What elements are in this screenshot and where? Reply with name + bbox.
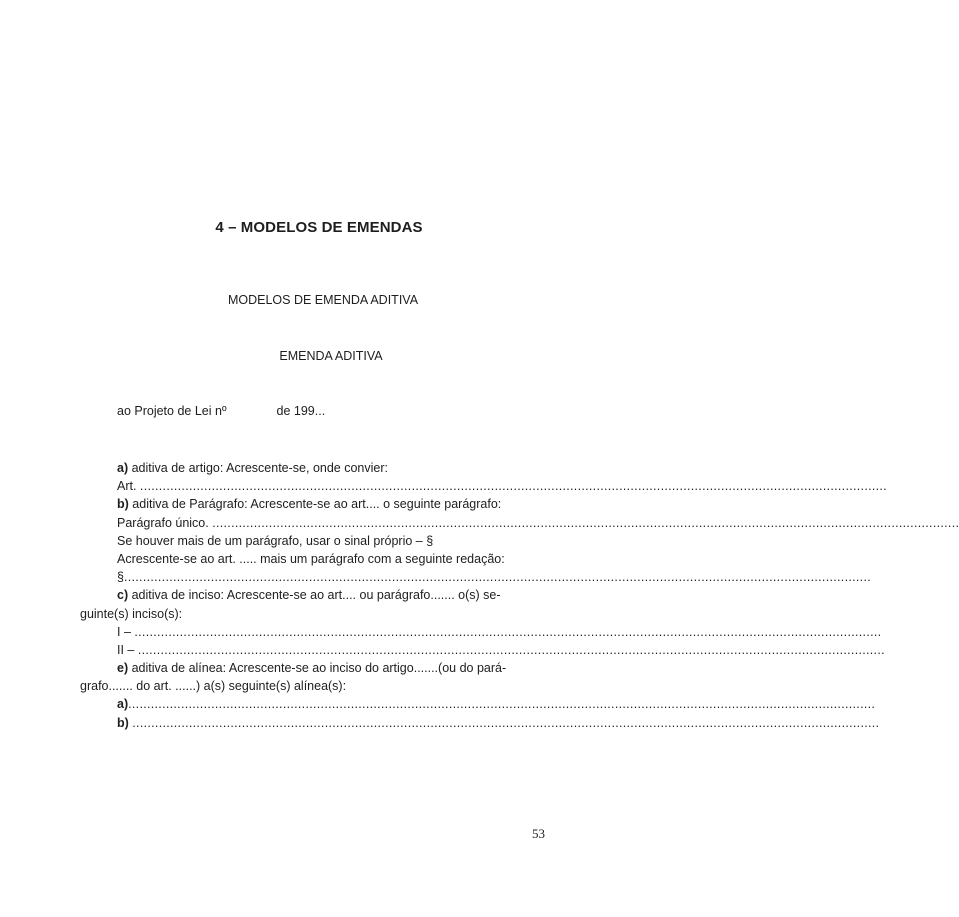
inciso-i-line [80, 623, 882, 641]
fill-dots: ...................................................................................................................................................................................................... [139, 479, 887, 494]
project-line [117, 404, 325, 418]
item-e-continuation: grafo....... do art. ......) a(s) seguinte(s) alínea(s): [80, 679, 347, 694]
inciso-ii-label: II – [117, 642, 138, 657]
fill-dots: ...................................................................................................................................................................................................... [128, 697, 876, 712]
project-prefix: ao Projeto de Lei nº [117, 404, 227, 418]
item-e-text: aditiva de alínea: Acrescente-se ao inciso do artigo.......(ou do pará- [128, 661, 507, 676]
fill-dots: ...................................................................................................................................................................................................... [134, 624, 882, 639]
alinea-b-line [80, 714, 880, 732]
item-c-continuation: guinte(s) inciso(s): [80, 606, 183, 621]
item-a-label: a) [117, 461, 129, 475]
paragraph-sign-line [80, 568, 871, 586]
item-b-line [80, 495, 557, 513]
paragrafo-unico-label: Parágrafo único. [117, 515, 213, 530]
alinea-a-line [80, 695, 876, 713]
paragrafo-unico-line [80, 514, 959, 532]
se-houver-line: Se houver mais de um parágrafo, usar o sinal próprio – § [117, 533, 434, 548]
fill-dots: ...................................................................................................................................................................................................... [123, 570, 871, 585]
item-e-line [80, 659, 557, 677]
fill-dots: ...................................................................................................................................................................................................... [137, 642, 885, 657]
item-b-text: aditiva de Parágrafo: Acrescente-se ao art.... o seguinte parágrafo: [128, 497, 502, 512]
section-subtitle: MODELOS DE EMENDA ADITIVA [227, 293, 419, 307]
page-number: 53 [532, 826, 545, 841]
inciso-i-label: I – [117, 624, 135, 639]
fill-dots: ...................................................................................................................................................................................................... [132, 715, 880, 730]
fill-dots: ...................................................................................................................................................................................................... [212, 515, 959, 530]
alinea-a-label: a) [117, 697, 129, 712]
alinea-b-label: b) [117, 715, 133, 730]
item-e-label: e) [117, 661, 129, 676]
item-c-text: aditiva de inciso: Acrescente-se ao art.... ou parágrafo....... o(s) se- [128, 588, 501, 603]
amendment-heading: EMENDA ADITIVA [279, 349, 383, 363]
item-a-line [80, 459, 557, 477]
amendment-models-body [80, 459, 959, 732]
project-suffix: de 199... [276, 404, 326, 418]
item-c-label: c) [117, 588, 129, 603]
inciso-ii-line [80, 641, 885, 659]
page-title: 4 – MODELOS DE EMENDAS [215, 219, 423, 236]
item-b-label: b) [117, 497, 129, 512]
item-a-text: aditiva de artigo: Acrescente-se, onde convier: [128, 461, 388, 475]
acrescente-art-line: Acrescente-se ao art. ..... mais um parágrafo com a seguinte redação: [117, 551, 505, 566]
item-c-line [80, 586, 557, 604]
paragraph-sign: § [117, 570, 124, 585]
art-label: Art. [117, 479, 140, 494]
art-fill-line [80, 477, 887, 495]
